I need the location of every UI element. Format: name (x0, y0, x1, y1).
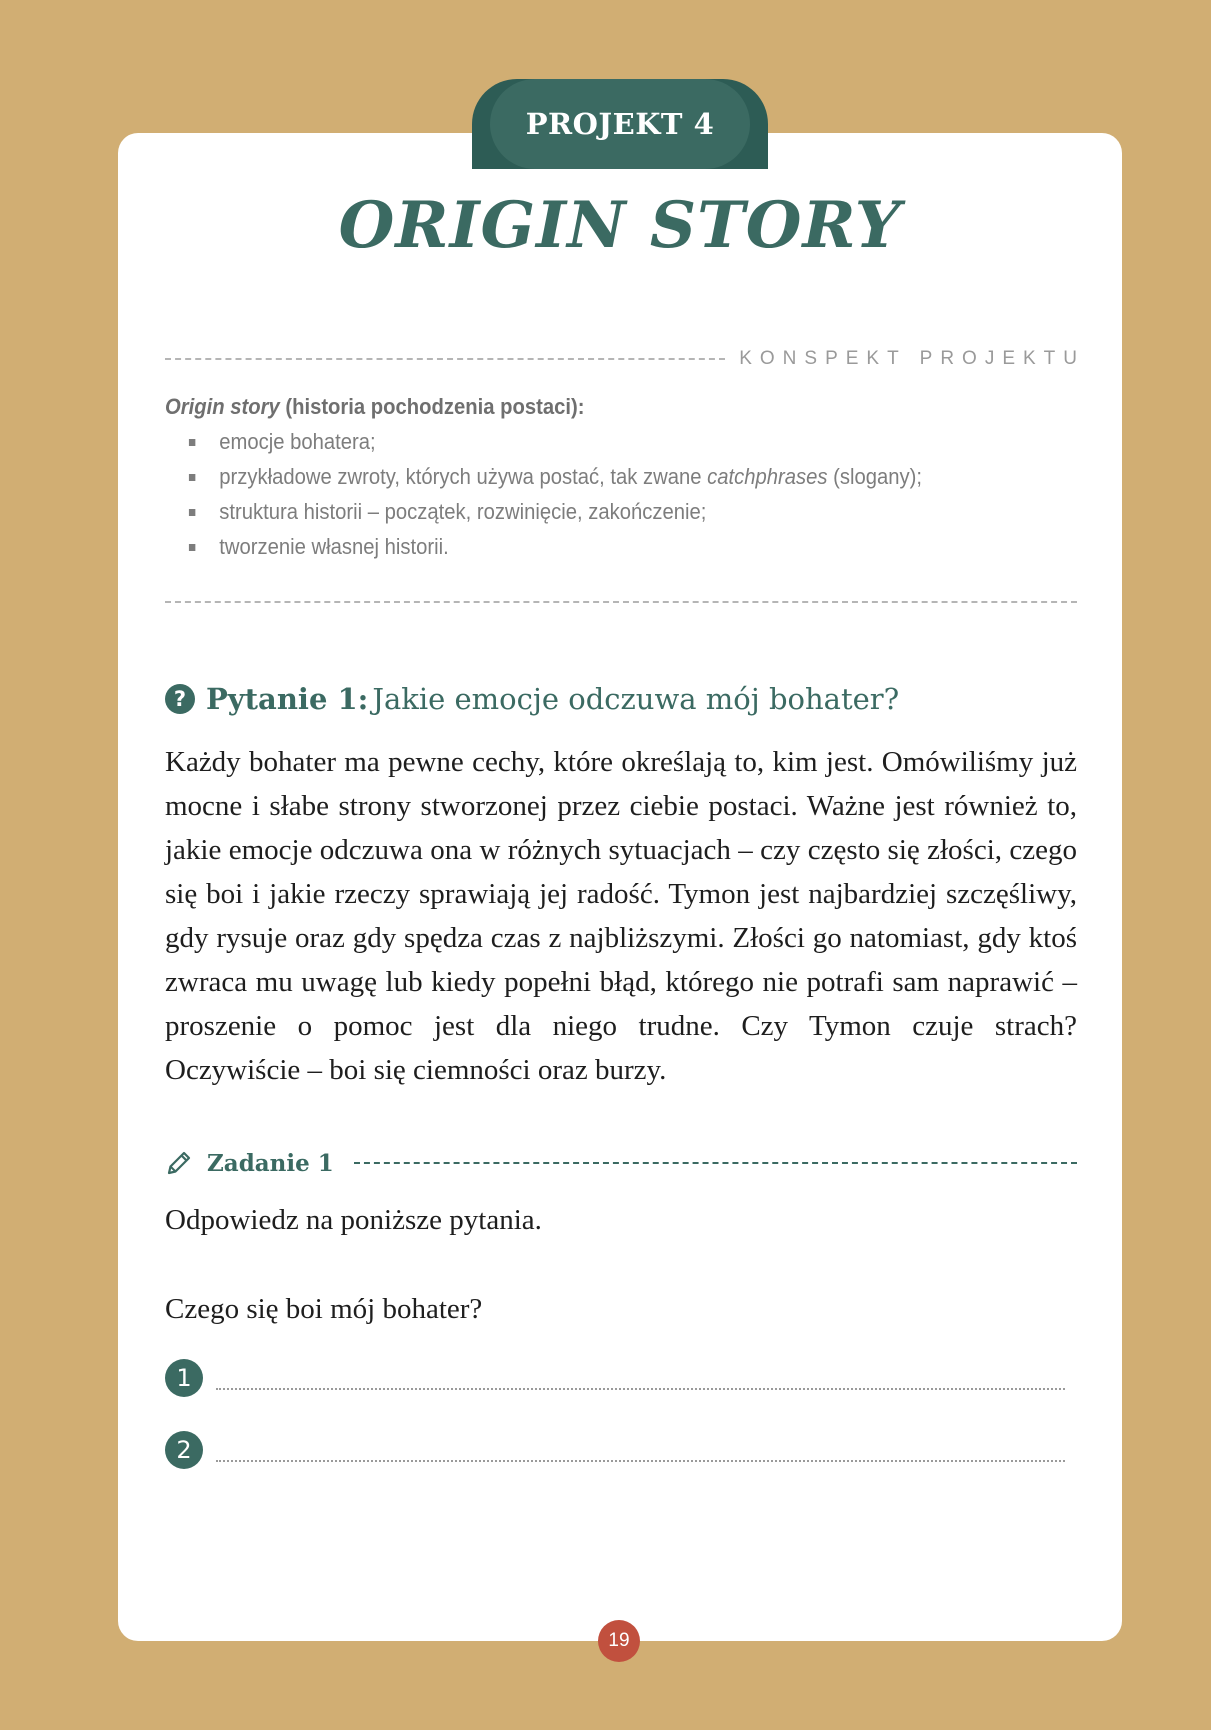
number-badge: 1 (165, 1359, 203, 1397)
page-title: ORIGIN STORY (338, 188, 902, 263)
task-label: Zadanie 1 (207, 1149, 334, 1177)
question-heading (165, 677, 1077, 721)
answer-line-1 (165, 1358, 1065, 1398)
answer-dotted-line[interactable] (216, 1388, 1065, 1390)
number-badge: 2 (165, 1431, 203, 1469)
konspekt-body (165, 390, 1077, 564)
konspekt-item-text: tworzenie własnej historii. (219, 534, 449, 559)
konspekt-header (165, 344, 1085, 374)
answer-line-2 (165, 1430, 1065, 1470)
konspekt-intro (165, 390, 1004, 424)
body-paragraph: Każdy bohater ma pewne cechy, które określają to, kim jest. Omówiliśmy już mocne i słabe strony stworzonej przez ciebie postaci. Ważne jest również to, jakie emocje odczuwa ona w różnych sytuacjach – czy często się złości, czego się boi i jakie rzeczy sprawiają jej radość. Tymon jest najbardziej szczęśliwy, gdy rysuje oraz gdy spędza czas z najbliższymi. Złości go natomiast, gdy ktoś zwraca mu uwagę lub kiedy popełni błąd, którego nie potrafi sam naprawić – proszenie o pomoc jest dla niego trudne. Czy Tymon czuje strach? Oczywiście – boi się ciemności oraz burzy. (165, 746, 1077, 1086)
konspekt-item-text: struktura historii – początek, rozwinięcie, zakończenie; (219, 499, 707, 524)
task-heading (165, 1147, 1077, 1179)
konspekt-intro-italic: Origin story (165, 394, 280, 419)
pencil-icon (165, 1149, 193, 1177)
konspekt-top-divider (165, 358, 725, 360)
task-instruction: Odpowiedz na poniższe pytania. (165, 1204, 542, 1236)
project-tab-label: PROJEKT 4 (490, 79, 750, 169)
konspekt-item (165, 494, 1004, 529)
task-sub-question: Czego się boi mój bohater? (165, 1293, 483, 1325)
konspekt-intro-rest: (historia pochodzenia postaci): (279, 394, 585, 419)
konspekt-item-text: (slogany); (827, 464, 923, 489)
konspekt-item-italic: catchphrases (707, 464, 828, 489)
question-circle-icon: ? (165, 684, 195, 714)
page-number: 19 (598, 1620, 640, 1662)
task-divider (354, 1162, 1077, 1164)
konspekt-item (165, 529, 1004, 564)
konspekt-item (165, 459, 1004, 494)
question-text: Jakie emocje odczuwa mój bohater? (372, 682, 900, 716)
konspekt-item (165, 424, 1004, 459)
answer-dotted-line[interactable] (216, 1460, 1065, 1462)
project-tab (472, 79, 768, 169)
question-label: Pytanie 1: (206, 682, 369, 716)
konspekt-item-text: emocje bohatera; (219, 429, 376, 454)
konspekt-list (165, 424, 1077, 564)
konspekt-label: KONSPEKT PROJEKTU (739, 348, 1085, 369)
konspekt-bottom-divider (165, 601, 1077, 603)
konspekt-item-text: przykładowe zwroty, których używa postać, tak zwane (219, 464, 708, 489)
